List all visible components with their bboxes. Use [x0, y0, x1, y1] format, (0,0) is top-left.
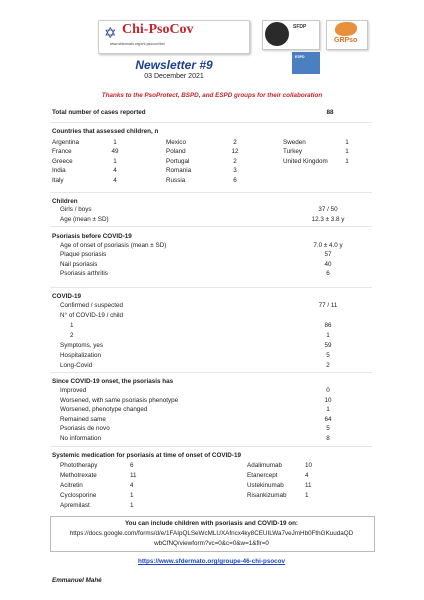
country-name: Italy [52, 176, 64, 184]
row-value: 2 [326, 362, 330, 369]
row-value: 59 [324, 342, 332, 349]
row-label: Confirmed / suspected [60, 302, 123, 309]
country-count: 1 [345, 157, 349, 165]
countries-heading: Countries that assessed children, n [52, 128, 159, 135]
total-value: 88 [326, 109, 334, 116]
thanks-line: Thanks to the PsoProtect, BSPD, and ESPD groups for their collaboration [101, 92, 323, 99]
row-label: Nail psoriasis [60, 260, 98, 268]
row-value: 1 [326, 332, 330, 339]
divider [50, 287, 372, 288]
row-label: Symptoms, yes [60, 342, 104, 349]
medication-count: 1 [130, 492, 134, 499]
country-count: 1 [345, 139, 349, 146]
children-heading: Children [52, 198, 78, 205]
divider [50, 122, 372, 123]
row-value: 86 [324, 322, 332, 329]
logo-title: Chi-PsoCov [122, 22, 194, 37]
row-label: No information [60, 434, 101, 442]
medication-count: 1 [305, 492, 309, 499]
country-count: 4 [113, 176, 117, 184]
medication-name: Ustekinumab [247, 482, 284, 489]
country-count: 6 [233, 176, 237, 184]
form-url-line1[interactable]: https://docs.google.com/forms/d/e/1FAIpQLSeWcMLUXAfncx4ky8CEUILWa7veJmHb0FthGKuudaQD [69, 530, 354, 537]
row-label: Age of onset of psoriasis (mean ± SD) [60, 242, 167, 249]
row-value: 1 [326, 406, 330, 413]
grpso-shape-icon [335, 22, 357, 36]
divider [50, 372, 372, 373]
newsletter-date: 03 December 2021 [144, 73, 204, 80]
row-label: Age (mean ± SD) [60, 215, 109, 223]
divider [50, 192, 372, 193]
country-count: 3 [233, 167, 237, 175]
medication-name: Cyclosporine [60, 492, 97, 499]
form-url-line2[interactable]: wbCfNQ/viewform?vc=0&c=0&w=1&flr=0 [154, 540, 269, 547]
espd-label: ESPD [295, 55, 305, 59]
grpso-label: GRPso [334, 37, 358, 44]
country-count: 12 [231, 148, 239, 156]
country-name: Mexico [166, 139, 186, 146]
row-label: 1 [70, 322, 74, 329]
row-value: 6 [326, 269, 330, 277]
sfdp-label: SFDP [293, 24, 307, 30]
row-value: 5 [326, 425, 330, 432]
country-name: India [52, 167, 66, 175]
row-value: 0 [326, 387, 330, 394]
row-label: Improved [60, 387, 87, 394]
row-label: 2 [70, 332, 74, 339]
row-value: 12.3 ± 3.8 y [311, 215, 345, 223]
row-label: Long-Covid [60, 362, 93, 369]
medication-name: Etanercept [247, 472, 278, 479]
row-value: 5 [326, 352, 330, 359]
inclusion-text: You can include children with psoriasis and COVID-19 on: [124, 520, 299, 527]
medication-count: 10 [305, 462, 313, 469]
country-count: 2 [233, 157, 237, 165]
medication-count: 11 [130, 472, 137, 479]
medication-name: Phototherapy [60, 462, 98, 469]
row-label: Girls / boys [60, 206, 92, 213]
portrait-icon [265, 22, 289, 46]
country-name: Greece [52, 157, 73, 165]
medication-count: 1 [130, 502, 134, 509]
medication-count: 6 [130, 462, 134, 469]
author: Emmanuel Mahé [52, 577, 102, 584]
country-name: Sweden [283, 139, 306, 146]
row-label: Psoriasis arthritis [60, 269, 108, 277]
row-label: Remained same [60, 415, 106, 423]
row-value: 57 [324, 251, 332, 259]
country-name: Argentina [52, 139, 79, 146]
country-name: Turkey [283, 148, 303, 156]
medication-name: Risankizumab [247, 492, 287, 499]
country-count: 49 [111, 148, 119, 156]
medication-name: Adalimumab [247, 462, 282, 469]
row-label: Hospitalization [60, 352, 101, 359]
logo-url: www.sfdermato.org/chi-psocov.html [110, 42, 165, 46]
medication-count: 11 [305, 482, 312, 489]
country-name: United Kingdom [283, 157, 328, 165]
row-value: 64 [324, 415, 332, 423]
country-name: Poland [166, 148, 186, 156]
newsletter-title: Newsletter #9 [135, 58, 213, 72]
divider [50, 226, 372, 227]
row-value: 10 [324, 396, 332, 404]
total-label: Total number of cases reported [52, 109, 146, 116]
since-onset-heading: Since COVID-19 onset, the psoriasis has [52, 378, 174, 385]
row-label: Psoriasis de novo [60, 425, 110, 432]
systemic-heading: Systemic medication for psoriasis at time of onset of COVID-19 [52, 452, 241, 459]
row-label: N° of COVID-19 / child [60, 312, 124, 319]
medication-count: 4 [130, 482, 134, 489]
star-of-david-icon: ✡ [104, 25, 117, 42]
row-value: 37 / 50 [318, 206, 338, 213]
row-value: 77 / 11 [318, 302, 338, 309]
row-label: Worsened, phenotype changed [60, 406, 148, 413]
row-value: 7.0 ± 4.0 y [313, 242, 343, 249]
country-count: 2 [233, 139, 237, 146]
medication-name: Apremilast [60, 502, 90, 509]
country-count: 1 [113, 139, 117, 146]
medication-name: Acitretin [60, 482, 83, 489]
psoriasis-before-heading: Psoriasis before COVID-19 [52, 233, 132, 240]
row-label: Worsened, with same psoriasis phenotype [60, 396, 179, 404]
country-name: Portugal [166, 157, 190, 165]
country-count: 1 [113, 157, 117, 165]
row-label: Plaque psoriasis [60, 251, 107, 259]
country-count: 4 [113, 167, 117, 175]
country-name: France [52, 148, 72, 156]
country-name: Romania [166, 167, 192, 175]
divider [50, 446, 372, 447]
row-value: 40 [324, 260, 332, 268]
country-name: Russia [166, 176, 186, 184]
covid-heading: COVID-19 [52, 293, 82, 300]
medication-count: 4 [305, 472, 309, 479]
medication-name: Methotrexate [60, 472, 97, 479]
row-value: 8 [326, 434, 330, 442]
country-count: 1 [345, 148, 349, 156]
sfdermato-link[interactable]: https://www.sfdermato.org/groupe-46-chi-psocov [137, 558, 286, 565]
